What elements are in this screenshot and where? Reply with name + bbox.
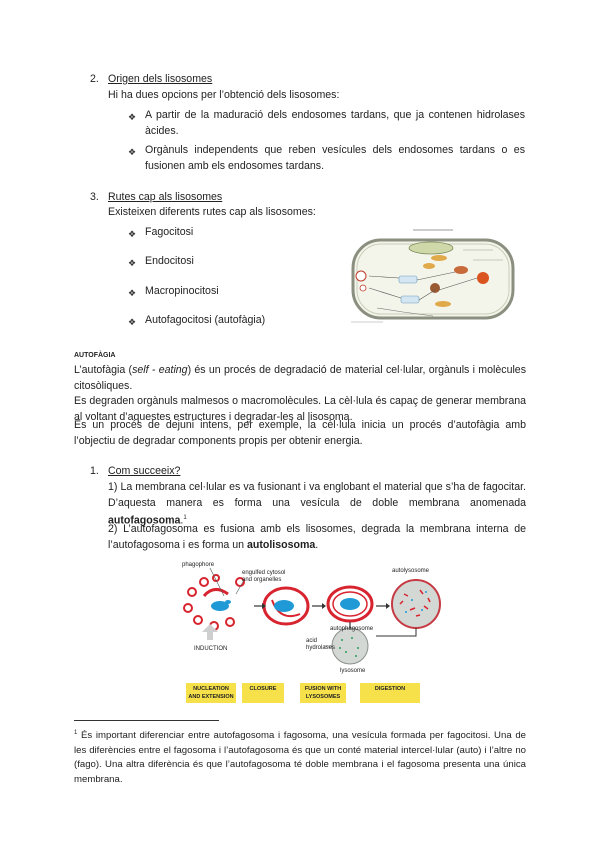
footnote-divider	[74, 720, 219, 721]
stage-fusion-line-1: FUSION WITH	[304, 686, 342, 692]
label-autolysosome: autolysosome	[392, 568, 430, 574]
step-1-body: 1) La membrana cel·lular es va fusionant i va englobant el material que s’ha de fagocitar. D’aquesta manera es forma una vesícula de doble membrana anomenada	[108, 481, 526, 509]
label-organelles: and organelles	[242, 577, 282, 583]
section-2-intro: Hi ha dues opcions per l’obtenció dels lisosomes:	[108, 89, 340, 101]
section-3-title: Rutes cap als lisosomes	[108, 191, 223, 203]
stage-fusion	[300, 683, 346, 703]
footnote-mark: 1	[74, 730, 78, 736]
diamond-bullet-icon: ❖	[128, 147, 137, 157]
autolisosoma-term: autolisosoma	[246, 538, 316, 551]
autofagia-paragraph-2: Es degraden orgànuls malmesos o macromolècules. La cèl·lula és capaç de generar membrana al voltant d’aquestes estructures i degradar-les al lisosoma.	[74, 395, 526, 423]
section-2-bullet-2: Orgànuls independents que reben vesícules dels endosomes tardans o es fusionen amb els endosomes tardans.	[145, 144, 525, 172]
section-2-number: 2.	[90, 73, 99, 85]
step-2-body: 2) L’autofagosoma es fusiona amb els lisosomes, degrada la membrana interna de l’autofagosoma i es forma un	[108, 523, 526, 551]
lysosome-routes-figure	[343, 220, 525, 326]
autophagy-process-figure	[180, 560, 445, 680]
autofagia-paragraph-1	[74, 363, 526, 394]
footnote	[74, 726, 526, 787]
diamond-bullet-icon: ❖	[128, 258, 137, 268]
stage-closure: CLOSURE	[242, 683, 284, 703]
route-endocitosi: Endocitosi	[145, 255, 194, 267]
label-autophagosome: autophagosome	[330, 626, 374, 632]
label-acid: acid	[306, 638, 318, 644]
footnote-text: És important diferenciar entre autofagosoma i fagosoma, una vesícula formada per fagocitosi. Una de les diferències entre el fagosoma i l’autofagosoma és que un conté material intercel·lular (auto) i l’altre no (fago). Una altra diferència és que l’autofagosoma té doble membrana i el fagosoma presenta una única membrana.	[74, 730, 526, 785]
autofagia-paragraph-3: És un procés de dejuni intens, per exemple, la cèl·lula inicia un procés d’autofàgia amb l’objectiu de degradar components propis per obtenir energia.	[74, 419, 526, 447]
label-induction: INDUCTION	[194, 646, 228, 652]
step-1-text: 1) La membrana cel·lular es va fusionant i va englobant el material que s’ha de fagocitar. D’aquesta manera es forma una vesícula de doble membrana anomenada autofagosoma.$^1$	[108, 481, 526, 527]
label-lysosome: lysosome	[340, 668, 366, 674]
route-autofagocitosi: Autofagocitosi (autofàgia)	[145, 314, 266, 326]
autofagia-p1-start: L’autofàgia (	[74, 364, 133, 376]
route-fagocitosi: Fagocitosi	[145, 226, 194, 238]
label-phagophore: phagophore	[182, 562, 215, 568]
self-eating-term: self - eating	[132, 364, 188, 376]
step-2-text: 2) L’autofagosoma es fusiona amb els lisosomes, degrada la membrana interna de l’autofagosoma i es forma un autolisosoma.	[108, 523, 526, 551]
route-macropinocitosi: Macropinocitosi	[145, 285, 219, 297]
com-number: 1.	[90, 465, 99, 477]
diamond-bullet-icon: ❖	[128, 317, 137, 327]
stage-nucleation-line-2: AND EXTENSION	[188, 694, 234, 700]
diamond-bullet-icon: ❖	[128, 112, 137, 122]
label-hydrolases: hydrolases	[306, 645, 336, 651]
autofagia-p1-end: ) és un procés de degradació de material cel·lular, orgànuls i molècules citosòliques.	[74, 364, 526, 392]
footnote-ref: 1	[183, 515, 187, 521]
section-3-intro: Existeixen diferents rutes cap als lisosomes:	[108, 206, 316, 218]
diamond-bullet-icon: ❖	[128, 229, 137, 239]
section-2-bullet-1: A partir de la maduració dels endosomes tardans, que ja contenen hidrolases àcides.	[145, 109, 525, 137]
label-engulfed: engulfed cytosol	[242, 570, 286, 576]
com-title: Com succeeix?	[108, 465, 181, 477]
autofagosoma-term: autofagosoma	[108, 514, 181, 527]
stage-fusion-line-2: LYSOSOMES	[305, 694, 341, 700]
section-3-number: 3.	[90, 191, 99, 203]
stage-nucleation-line-1: NUCLEATION	[193, 686, 229, 692]
stage-nucleation	[186, 683, 236, 703]
stage-digestion: DIGESTION	[360, 683, 420, 703]
section-2-title: Origen dels lisosomes	[108, 73, 213, 85]
autofagia-heading: AUTOFÀGIA	[74, 352, 116, 359]
diamond-bullet-icon: ❖	[128, 288, 137, 298]
